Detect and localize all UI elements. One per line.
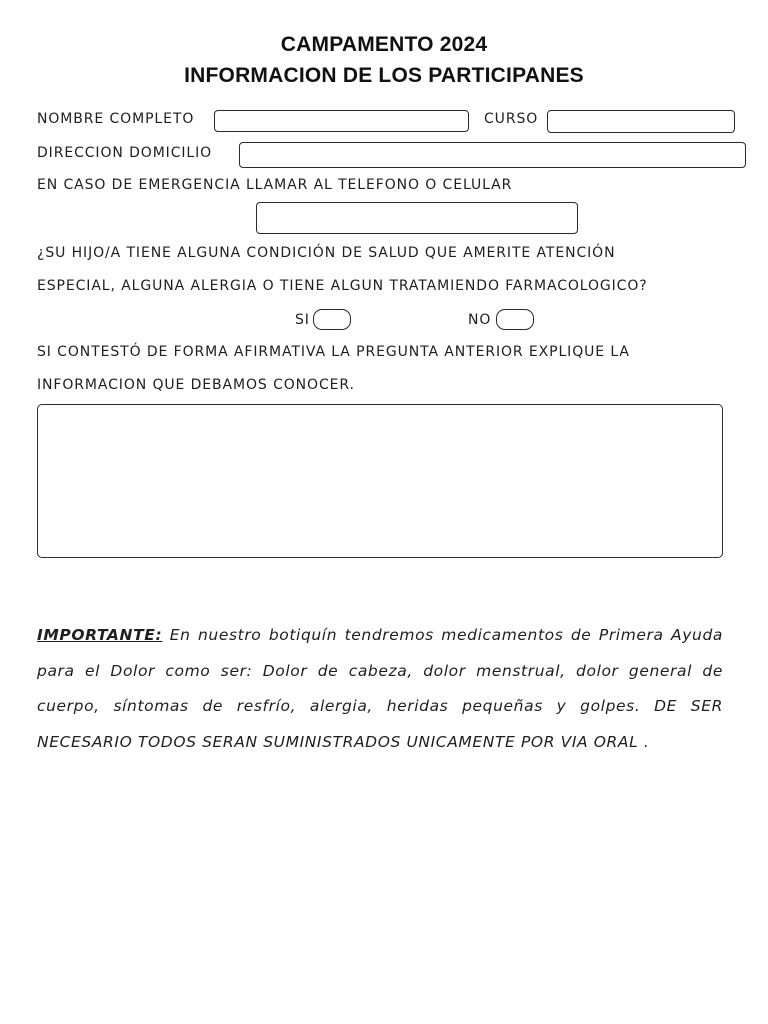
no-checkbox[interactable]	[496, 309, 534, 330]
salud-question-line-1: ¿SU HIJO/A TIENE ALGUNA CONDICIÓN DE SALUD QUE AMERITE ATENCIÓN	[37, 245, 616, 261]
page-title: CAMPAMENTO 2024	[280, 33, 488, 56]
explique-line-1: SI CONTESTÓ DE FORMA AFIRMATIVA LA PREGUNTA ANTERIOR EXPLIQUE LA	[37, 344, 630, 360]
nombre-completo-field[interactable]	[214, 110, 469, 132]
si-label: SI	[295, 312, 310, 328]
salud-question-line-2: ESPECIAL, ALGUNA ALERGIA O TIENE ALGUN TRATAMIENDO FARMACOLOGICO?	[37, 278, 648, 294]
emergencia-telefono-field[interactable]	[256, 202, 578, 234]
direccion-label: DIRECCION DOMICILIO	[37, 145, 213, 161]
curso-label: CURSO	[484, 111, 539, 127]
curso-field[interactable]	[547, 110, 735, 133]
emergencia-label: EN CASO DE EMERGENCIA LLAMAR AL TELEFONO O CELULAR	[37, 177, 513, 193]
direccion-field[interactable]	[239, 142, 746, 168]
important-label: IMPORTANTE:	[37, 626, 163, 644]
important-notice	[37, 618, 723, 760]
nombre-completo-label: NOMBRE COMPLETO	[37, 111, 195, 127]
page-subtitle: INFORMACION DE LOS PARTICIPANES	[184, 64, 584, 87]
important-text: En nuestro botiquín tendremos medicamentos de Primera Ayuda para el Dolor como ser: Dolor de cabeza, dolor menstrual, dolor general de cuerpo, síntomas de resfrío, alergia, heridas pequeñas y golpes. DE SER NECESARIO TODOS SERAN SUMINISTRADOS UNICAMENTE POR VIA ORAL .	[37, 626, 723, 751]
no-label: NO	[468, 312, 492, 328]
si-checkbox[interactable]	[313, 309, 351, 330]
explique-textarea[interactable]	[37, 404, 723, 558]
explique-line-2: INFORMACION QUE DEBAMOS CONOCER.	[37, 377, 355, 393]
